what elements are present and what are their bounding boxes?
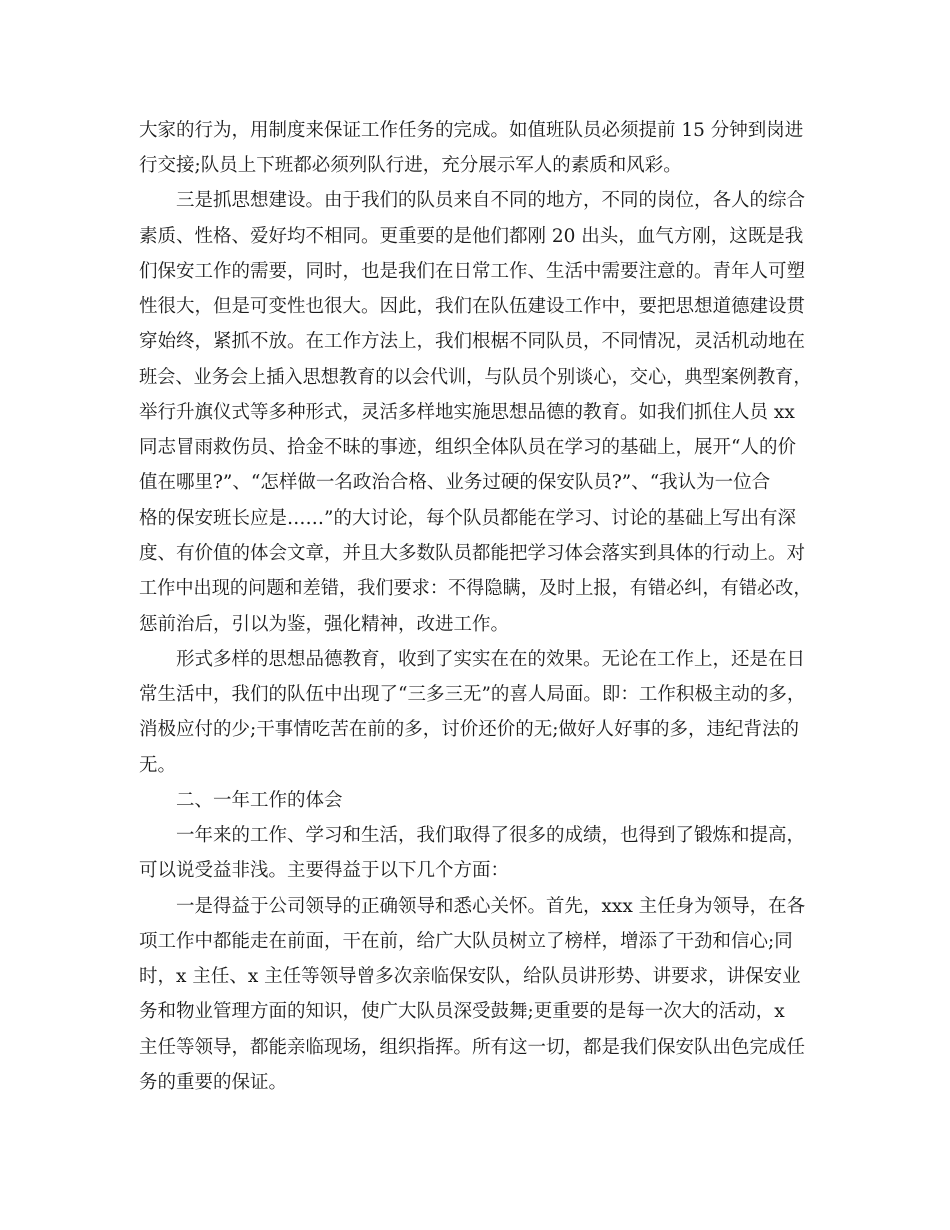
text-line: 项工作中都能走在前面，干在前，给广大队员树立了榜样，增添了干劲和信心;同	[139, 931, 793, 952]
text-line: 们保安工作的需要，同时，也是我们在日常工作、生活中需要注意的。青年人可塑	[139, 261, 806, 282]
text-line: 性很大，但是可变性也很大。因此，我们在队伍建设工作中，要把思想道德建设贯	[139, 296, 806, 317]
text-line: 可以说受益非浅。主要得益于以下几个方面：	[139, 860, 510, 881]
text-line: 惩前治后，引以为鉴，强化精神，改进工作。	[139, 614, 510, 635]
text-line: 穿始终，紧抓不放。在工作方法上，我们根椐不同队员，不同情况，灵活机动地在	[139, 331, 806, 352]
text-line: 素质、性格、爱好均不相同。更重要的是他们都刚 20 出头，血气方刚，这既是我	[139, 226, 804, 247]
text-line: 形式多样的思想品德教育，收到了实实在在的效果。无论在工作上，还是在日	[176, 649, 806, 670]
text-line: 主任等领导，都能亲临现场，组织指挥。所有这一切，都是我们保安队出色完成任	[139, 1037, 806, 1058]
text-line: 值在哪里?”、“怎样做一名政治合格、业务过硬的保安队员?”、“我认为一位合	[139, 472, 771, 493]
text-line: 三是抓思想建设。由于我们的队员来自不同的地方，不同的岗位，各人的综合	[176, 190, 806, 211]
text-line: 大家的行为，用制度来保证工作任务的完成。如值班队员必须提前 15 分钟到岗进	[139, 120, 804, 141]
text-line: 行交接;队员上下班都必须列队行进，充分展示军人的素质和风彩。	[139, 155, 682, 176]
text-line: 举行升旗仪式等多种形式，灵活多样地实施思想品德的教育。如我们抓住人员 xx	[139, 402, 795, 423]
text-line: 一年来的工作、学习和生活，我们取得了很多的成绩，也得到了锻炼和提高，	[176, 825, 806, 846]
text-line: 务的重要的保证。	[139, 1072, 288, 1093]
text-line: 常生活中，我们的队伍中出现了“三多三无”的喜人局面。即：工作积极主动的多，	[139, 684, 806, 705]
text-line: 消极应付的少;干事情吃苦在前的多，讨价还价的无;做好人好事的多，违纪背法的	[139, 719, 799, 740]
text-line: 无。	[139, 755, 177, 776]
text-line: 时，x 主任、x 主任等领导曾多次亲临保安队，给队员讲形势、讲要求，讲保安业	[139, 966, 801, 987]
text-line: 工作中出现的问题和差错，我们要求：不得隐瞒，及时上报，有错必纠，有错必改，	[139, 578, 812, 599]
text-line: 格的保安班长应是……”的大讨论，每个队员都能在学习、讨论的基础上写出有深	[139, 508, 796, 529]
text-line: 度、有价值的体会文章，并且大多数队员都能把学习体会落实到具体的行动上。对	[139, 543, 806, 564]
text-line: 同志冒雨救伤员、拾金不昧的事迹，组织全体队员在学习的基础上，展开“人的价	[139, 437, 796, 458]
text-line: 班会、业务会上插入思想教育的以会代训，与队员个别谈心，交心，典型案例教育，	[139, 367, 812, 388]
text-line: 一是得益于公司领导的正确领导和悉心关怀。首先，xxx 主任身为领导，在各	[176, 896, 806, 917]
section-heading: 二、一年工作的体会	[176, 790, 343, 811]
text-line: 务和物业管理方面的知识，使广大队员深受鼓舞;更重要的是每一次大的活动，x	[139, 1001, 785, 1022]
